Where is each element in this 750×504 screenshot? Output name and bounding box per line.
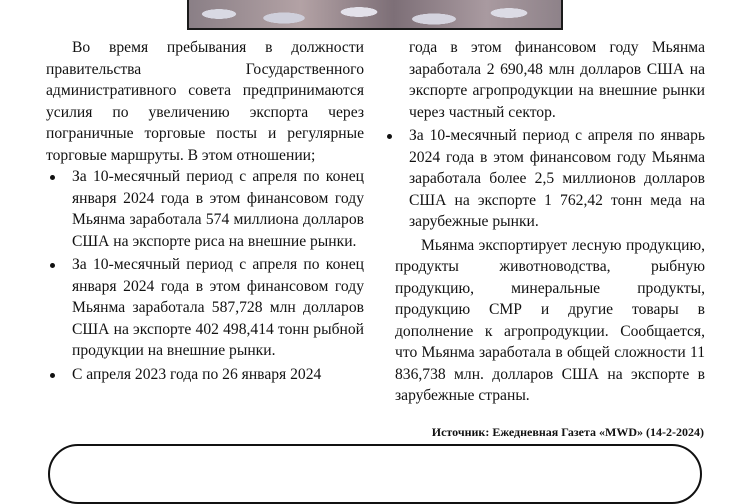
- list-item: [46, 166, 364, 252]
- list-item: [46, 254, 364, 362]
- bullet-dot-icon: [50, 175, 55, 180]
- bullet-text-fish: За 10-месячный период с апреля по конец января 2024 года в этом финансовом году Мьянма заработала 587,728 млн долларов США на экспорте 402 498,414 тонн рыбной продукции на внешние рынки.: [72, 256, 364, 359]
- continuation-paragraph: года в этом финансовом году Мьянма заработала 2 690,48 млн долларов США на экспорте агропродукции на внешние рынки через частный сектор.: [409, 39, 705, 121]
- bullet-text-rice: За 10-месячный период с апреля по конец января 2024 года в этом финансовом году Мьянма заработала 574 миллиона долларов США на экспорте риса на внешние рынки.: [72, 168, 364, 250]
- right-column: [395, 37, 705, 407]
- closing-paragraph: Мьянма экспортирует лесную продукцию, продукты животноводства, рыбную продукцию, минеральные продукты, продукцию СМР и другие товары в дополнение к агропродукции. Сообщается, что Мьянма заработала в общей сложности 11 836,738 млн. долларов США на экспорте в зарубежные страны.: [395, 236, 705, 404]
- left-column: [46, 37, 364, 385]
- list-item: [46, 364, 364, 386]
- left-bullet-list: [46, 166, 364, 385]
- bullet-text-honey: За 10-месячный период с апреля по январь 2024 года в этом финансовом году Мьянма заработала более 2,5 миллионов долларов США на экспорте 1 762,42 тонн меда на зарубежные рынки.: [409, 127, 705, 230]
- list-item: [395, 125, 705, 233]
- source-credit: Источник: Ежедневная Газета «MWD» (14-2-2024): [431, 425, 704, 439]
- right-bullet-list: [395, 125, 705, 233]
- bullet-text-agro-start: С апреля 2023 года по 26 января 2024: [72, 365, 322, 383]
- bullet-dot-icon: [50, 373, 55, 378]
- bullet-dot-icon: [50, 263, 55, 268]
- bullet-dot-icon: [387, 134, 392, 139]
- intro-paragraph: Во время пребывания в должности правительства Государственного административного совета предпринимаются усилия по увеличению экспорта через пограничные торговые посты и регулярные торговые маршруты. В этом отношении;: [46, 39, 364, 164]
- fish-photo: [187, 0, 563, 30]
- rounded-frame-box: [48, 444, 702, 504]
